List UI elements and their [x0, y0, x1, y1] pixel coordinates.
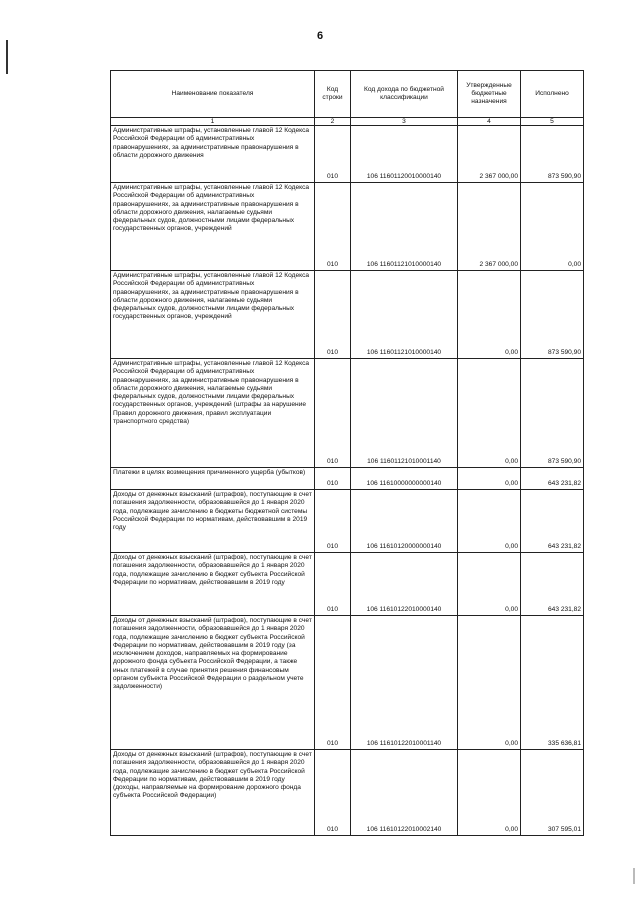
header-budget-code: Код дохода по бюджетной классификации — [351, 71, 458, 118]
table-row — [111, 616, 584, 750]
row-executed: 0,00 — [521, 183, 584, 271]
column-number: 5 — [521, 118, 584, 126]
row-line-code: 010 — [315, 553, 351, 616]
table-header-row — [111, 71, 584, 118]
row-executed: 873 590,90 — [521, 359, 584, 468]
row-name: Доходы от денежных взысканий (штрафов), поступающие в счет погашения задолженности, образовавшейся до 1 января 2020 года, подлежащие зачислению в бюджеты бюджетной системы Российской Федерации по нормативам, действовавшим в 2019 году — [111, 490, 315, 553]
row-name: Административные штрафы, установленные главой 12 Кодекса Российской Федерации об административных правонарушениях, за административные правонарушения в области дорожного движения, налагаемые судьями федеральных судов, должностными лицами федеральных государственных органов, учреждений (штрафы за нарушение Правил дорожного движения, правил эксплуатации транспортного средства) — [111, 359, 315, 468]
row-name: Доходы от денежных взысканий (штрафов), поступающие в счет погашения задолженности, образовавшейся до 1 января 2020 года, подлежащие зачислению в бюджет субъекта Российской Федерации по нормативам, действовавшим в 2019 году (за исключением доходов, направляемых на формирование дорожного фонда субъекта Российской Федерации, а также иных платежей в случае принятия решения финансовым органом субъекта Российской Федерации о раздельном учете задолженности) — [111, 616, 315, 750]
binding-mark — [6, 40, 8, 74]
row-executed: 643 231,82 — [521, 490, 584, 553]
row-executed: 873 590,90 — [521, 271, 584, 359]
row-line-code: 010 — [315, 616, 351, 750]
row-budget-code: 106 11610000000000140 — [351, 468, 458, 490]
table-row — [111, 553, 584, 616]
row-approved: 0,00 — [458, 490, 521, 553]
column-number-row — [111, 118, 584, 126]
column-number: 4 — [458, 118, 521, 126]
row-name: Административные штрафы, установленные главой 12 Кодекса Российской Федерации об административных правонарушениях, за административные правонарушения в области дорожного движения, налагаемые судьями федеральных судов, должностными лицами федеральных государственных органов, учреждений — [111, 183, 315, 271]
row-approved: 0,00 — [458, 616, 521, 750]
table-row — [111, 468, 584, 490]
column-number: 3 — [351, 118, 458, 126]
row-line-code: 010 — [315, 183, 351, 271]
table-row — [111, 750, 584, 836]
row-approved: 0,00 — [458, 750, 521, 836]
row-executed: 335 636,81 — [521, 616, 584, 750]
row-approved: 0,00 — [458, 271, 521, 359]
table-row — [111, 183, 584, 271]
row-executed: 873 590,90 — [521, 126, 584, 183]
row-approved: 0,00 — [458, 359, 521, 468]
row-name: Доходы от денежных взысканий (штрафов), поступающие в счет погашения задолженности, образовавшейся до 1 января 2020 года, подлежащие зачислению в бюджет субъекта Российской Федерации по нормативам, действовавшим в 2019 году (доходы, направляемые на формирование дорожного фонда субъекта Российской Федерации) — [111, 750, 315, 836]
row-budget-code: 106 11601121010000140 — [351, 271, 458, 359]
row-budget-code: 106 11610120000000140 — [351, 490, 458, 553]
row-name: Платежи в целях возмещения причиненного ущерба (убытков) — [111, 468, 315, 490]
row-line-code: 010 — [315, 359, 351, 468]
row-approved: 2 367 000,00 — [458, 126, 521, 183]
row-executed: 307 595,01 — [521, 750, 584, 836]
row-name: Доходы от денежных взысканий (штрафов), поступающие в счет погашения задолженности, образовавшейся до 1 января 2020 года, подлежащие зачислению в бюджет субъекта Российской Федерации по нормативам, действовавшим в 2019 году — [111, 553, 315, 616]
scan-artifact — [633, 868, 635, 884]
row-approved: 0,00 — [458, 553, 521, 616]
table-row — [111, 359, 584, 468]
row-budget-code: 106 11601120010000140 — [351, 126, 458, 183]
header-name: Наименование показателя — [111, 71, 315, 118]
row-budget-code: 106 11601121010000140 — [351, 183, 458, 271]
row-line-code: 010 — [315, 750, 351, 836]
page-number: 6 — [316, 30, 324, 42]
column-number: 1 — [111, 118, 315, 126]
row-budget-code: 106 11601121010001140 — [351, 359, 458, 468]
row-executed: 643 231,82 — [521, 553, 584, 616]
row-approved: 0,00 — [458, 468, 521, 490]
revenue-table — [110, 70, 584, 836]
table-row — [111, 126, 584, 183]
row-budget-code: 106 11610122010000140 — [351, 553, 458, 616]
row-line-code: 010 — [315, 490, 351, 553]
row-line-code: 010 — [315, 468, 351, 490]
row-approved: 2 367 000,00 — [458, 183, 521, 271]
table-row — [111, 490, 584, 553]
row-budget-code: 106 11610122010001140 — [351, 616, 458, 750]
row-line-code: 010 — [315, 271, 351, 359]
header-executed: Исполнено — [521, 71, 584, 118]
row-executed: 643 231,82 — [521, 468, 584, 490]
header-line-code: Код строки — [315, 71, 351, 118]
row-line-code: 010 — [315, 126, 351, 183]
table-row — [111, 271, 584, 359]
row-name: Административные штрафы, установленные главой 12 Кодекса Российской Федерации об административных правонарушениях, за административные правонарушения в области дорожного движения, налагаемые судьями федеральных судов, должностными лицами федеральных государственных органов, учреждений — [111, 271, 315, 359]
row-budget-code: 106 11610122010002140 — [351, 750, 458, 836]
column-number: 2 — [315, 118, 351, 126]
row-name: Административные штрафы, установленные главой 12 Кодекса Российской Федерации об административных правонарушениях, за административные правонарушения в области дорожного движения — [111, 126, 315, 183]
header-approved: Утвержденные бюджетные назначения — [458, 71, 521, 118]
